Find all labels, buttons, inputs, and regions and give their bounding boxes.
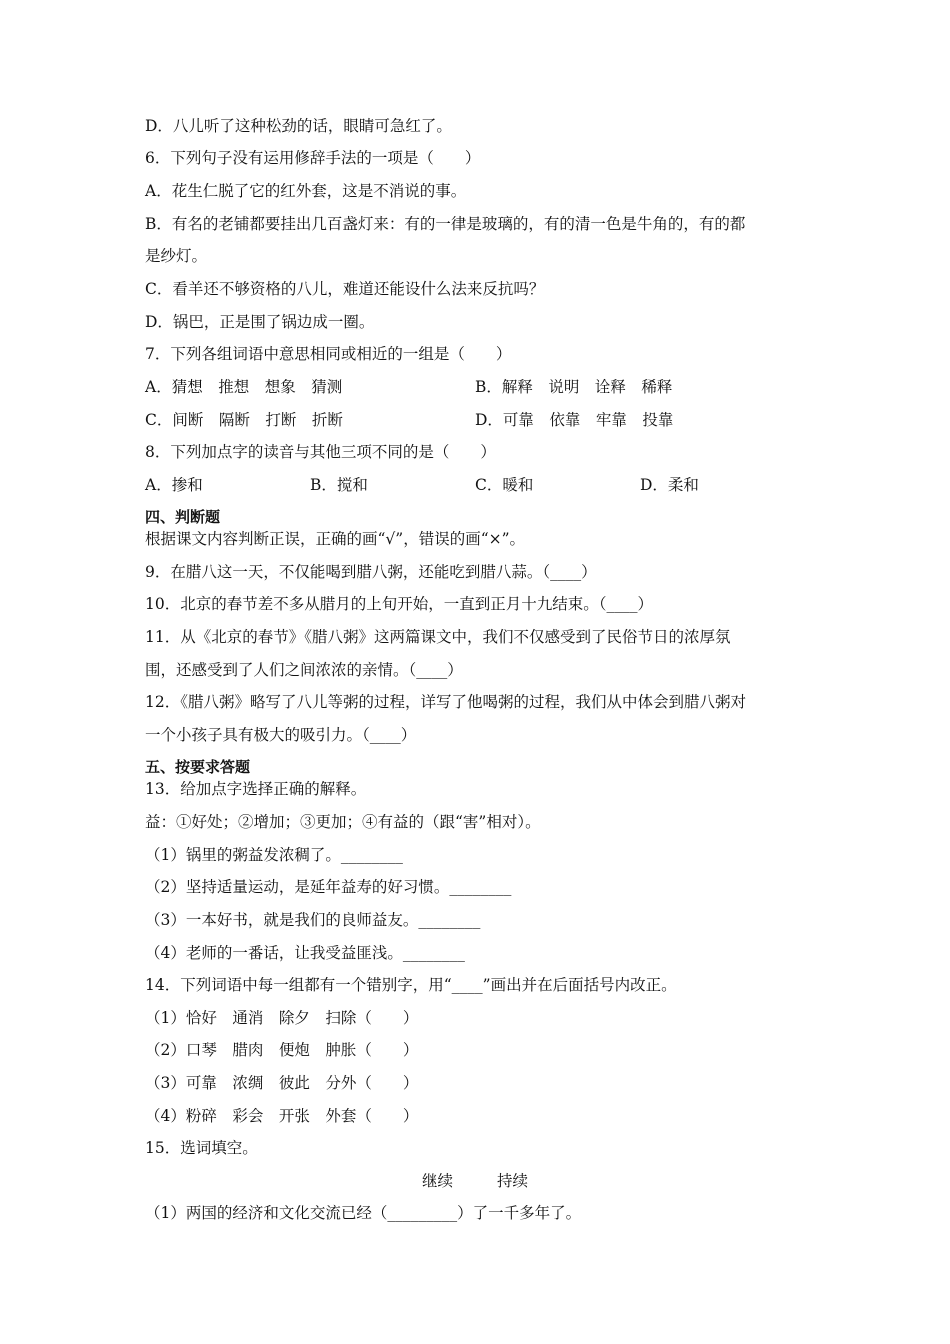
q7-stem: 7．下列各组词语中意思相同或相近的一组是（ ） <box>145 345 512 363</box>
q13-item-2: （2）坚持适量运动，是延年益寿的好习惯。________ <box>145 878 512 896</box>
q13-item-4: （4）老师的一番话，让我受益匪浅。________ <box>145 944 465 962</box>
section-4-instruction: 根据课文内容判断正误，正确的画“√”，错误的画“×”。 <box>145 530 526 548</box>
q10: 10．北京的春节差不多从腊月的上旬开始，一直到正月十九结束。（____） <box>145 595 653 613</box>
q14-item-4: （4）粉碎 彩会 开张 外套（ ） <box>145 1107 419 1125</box>
q7-option-c: C．间断 隔断 打断 折断 <box>145 411 343 429</box>
q8-stem: 8．下列加点字的读音与其他三项不同的是（ ） <box>145 443 496 461</box>
q14-item-3: （3）可靠 浓绸 彼此 分外（ ） <box>145 1074 419 1092</box>
q13-item-1: （1）锅里的粥益发浓稠了。________ <box>145 846 403 864</box>
q12-cont: 一个小孩子具有极大的吸引力。（____） <box>145 726 417 744</box>
q14-stem: 14．下列词语中每一组都有一个错别字，用“____”画出并在后面括号内改正。 <box>145 976 677 994</box>
section-heading-5: 五、按要求答题 <box>145 758 251 776</box>
q11-cont: 围，还感受到了人们之间浓浓的亲情。（____） <box>145 661 463 679</box>
q8-option-a: A．掺和 <box>145 476 203 494</box>
q6-option-b-cont: 是纱灯。 <box>145 247 208 265</box>
q13-item-3: （3）一本好书，就是我们的良师益友。________ <box>145 911 481 929</box>
q6-option-d: D．锅巴，正是围了锅边成一圈。 <box>145 313 375 331</box>
q15-word-1: 继续 <box>422 1172 454 1190</box>
q12: 12．《腊八粥》略写了八儿等粥的过程，详写了他喝粥的过程，我们从中体会到腊八粥对 <box>145 693 746 711</box>
q6-option-b: B．有名的老铺都要挂出几百盏灯来：有的一律是玻璃的，有的清一色是牛角的，有的都 <box>145 215 746 233</box>
q6-option-a: A．花生仁脱了它的红外套，这是不消说的事。 <box>145 182 467 200</box>
q6-stem: 6．下列句子没有运用修辞手法的一项是（ ） <box>145 149 481 167</box>
q15-word-2: 持续 <box>497 1172 529 1190</box>
q9: 9．在腊八这一天，不仅能喝到腊八粥，还能吃到腊八蒜。（____） <box>145 563 597 581</box>
q5-option-d: D．八儿听了这种松劲的话，眼睛可急红了。 <box>145 117 452 135</box>
q14-item-1: （1）恰好 通消 除夕 扫除（ ） <box>145 1009 419 1027</box>
q13-definitions: 益：①好处；②增加；③更加；④有益的（跟“害”相对）。 <box>145 813 541 831</box>
q8-option-c: C．暖和 <box>475 476 534 494</box>
q11: 11．从《北京的春节》《腊八粥》这两篇课文中，我们不仅感受到了民俗节日的浓厚氛 <box>145 628 731 646</box>
q7-option-d: D．可靠 依靠 牢靠 投靠 <box>475 411 674 429</box>
q15-item-1: （1）两国的经济和文化交流已经（_________）了一千多年了。 <box>145 1204 582 1222</box>
q15-stem: 15．选词填空。 <box>145 1139 258 1157</box>
q8-option-b: B．搅和 <box>310 476 368 494</box>
section-heading-4: 四、判断题 <box>145 508 221 526</box>
q7-option-b: B．解释 说明 诠释 稀释 <box>475 378 673 396</box>
q6-option-c: C．看羊还不够资格的八儿，难道还能设什么法来反抗吗？ <box>145 280 545 298</box>
q14-item-2: （2）口琴 腊肉 便炮 肿胀（ ） <box>145 1041 419 1059</box>
q7-option-a: A．猜想 推想 想象 猜测 <box>145 378 343 396</box>
q8-option-d: D．柔和 <box>640 476 699 494</box>
q13-stem: 13．给加点字选择正确的解释。 <box>145 780 367 798</box>
